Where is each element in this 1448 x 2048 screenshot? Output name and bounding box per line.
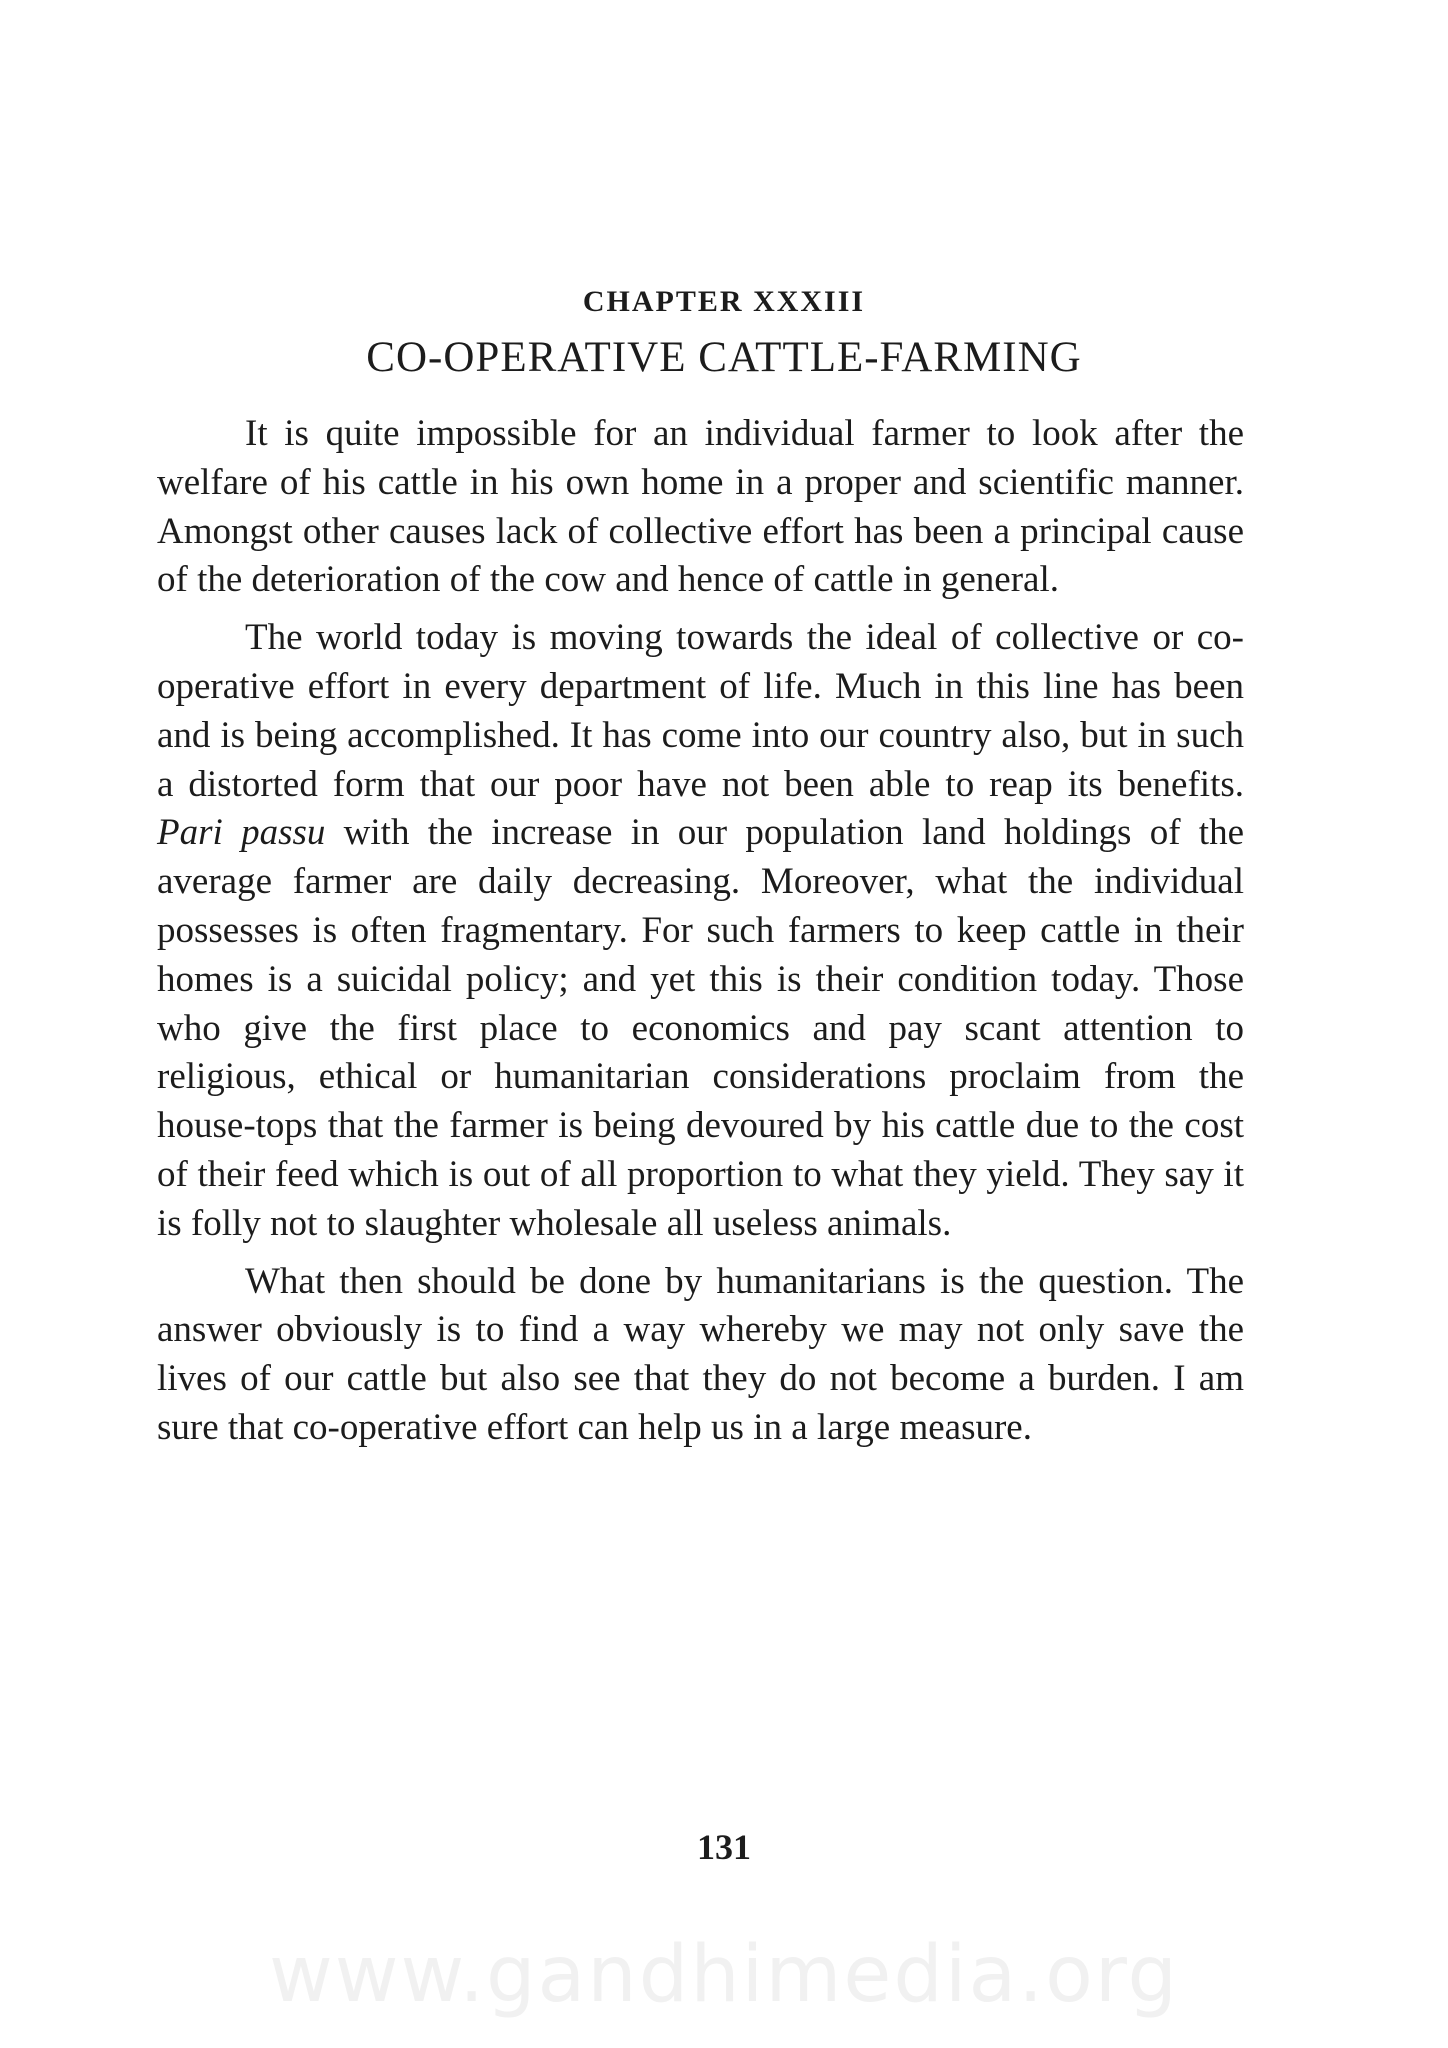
chapter-label: CHAPTER XXXIII	[582, 285, 866, 318]
paragraph-2	[157, 614, 1244, 1248]
paragraph-2-part-1: The world today is moving towards the ideal of collective or co-operative effort in every department of life. Much in this line has been and is being accomplished. It has come into our country also, but in such a distorted form that our poor have not been able to reap its benefits.	[157, 617, 1244, 805]
paragraph-1: It is quite impossible for an individual farmer to look after the welfare of his cattle in his own home in a proper and scientific manner. Amongst other causes lack of collective effort has been a principal cause of the deterioration of the cow and hence of cattle in general.	[157, 413, 1244, 601]
watermark: www.gandhimedia.org	[268, 1930, 1180, 2020]
paragraph-2-part-2: with the increase in our population land holdings of the average farmer are daily decreasing. Moreover, what the individual possesses is often fragmentary. For such farmers to keep cattle in their homes is a suicidal policy; and yet this is their condition today. Those who give the first place to economics and pay scant attention to religious, ethical or humanitarian considerations proclaim from the house-tops that the farmer is being devoured by his cattle due to the cost of their feed which is out of all proportion to what they yield. They say it is folly not to slaughter wholesale all useless animals.	[157, 812, 1245, 1244]
page-number: 131	[697, 1827, 751, 1867]
body-text	[157, 410, 1244, 1462]
italic-phrase: Pari passu	[157, 812, 326, 854]
paragraph-3: What then should be done by humanitarians is the question. The answer obviously is to find a way whereby we may not only save the lives of our cattle but also see that they do not become a burden. I am sure that co-operative effort can help us in a large measure.	[157, 1260, 1244, 1448]
chapter-title: CO-OPERATIVE CATTLE-FARMING	[366, 334, 1082, 381]
